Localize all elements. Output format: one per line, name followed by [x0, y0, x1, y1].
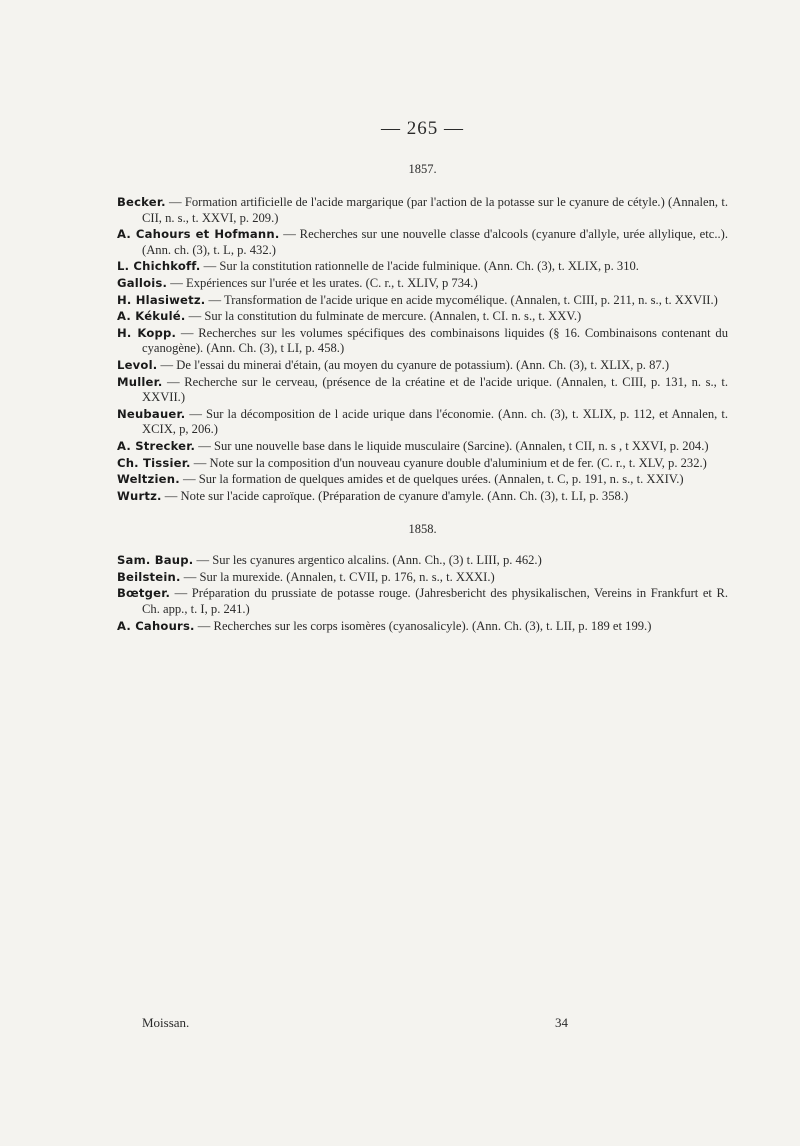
entry-author: Ch. Tissier.: [117, 455, 191, 470]
entry-text: — Sur la décomposition de l acide urique dans l'économie. (Ann. ch. (3), t. XLIX, p. 112, et Annalen, t. XCIX, p, 206.): [142, 406, 728, 437]
entry-author: A. Cahours et Hofmann.: [117, 227, 280, 242]
entry-text: — Expériences sur l'urée et les urates. (C. r., t. XLIV, p 734.): [167, 275, 478, 290]
bibliography-entry: [117, 293, 728, 309]
entry-text: — Sur une nouvelle base dans le liquide musculaire (Sarcine). (Annalen, t CII, n. s , t XXVI, p. 204.): [195, 438, 709, 453]
bibliography-entry: [117, 456, 728, 472]
entry-text: — Recherches sur les volumes spécifiques des combinaisons liquides (§ 16. Combinaisons contenant du cyanogène). (Ann. Ch. (3), t LI, p. 458.): [142, 325, 728, 356]
year-heading: 1858.: [408, 522, 437, 537]
entry-author: H. Hlasiwetz.: [117, 292, 206, 307]
footer-sheet-number: 34: [555, 1015, 568, 1030]
year-heading: 1857.: [408, 162, 437, 176]
bibliography-entry: [117, 570, 728, 586]
entry-text: — Note sur la composition d'un nouveau cyanure double d'aluminium et de fer. (C. r., t. XLV, p. 232.): [190, 455, 707, 470]
entry-author: Sam. Baup.: [117, 553, 194, 568]
entry-text: — Sur la constitution du fulminate de mercure. (Annalen, t. CI. n. s., t. XXV.): [185, 309, 582, 324]
entry-author: Gallois.: [117, 275, 168, 290]
entry-text: — Sur la constitution rationnelle de l'acide fulminique. (Ann. Ch. (3), t. XLIX, p. 310.: [200, 259, 639, 274]
entry-author: Levol.: [117, 357, 158, 372]
entry-author: Bœtger.: [117, 586, 171, 601]
bibliography-entry: [117, 227, 728, 258]
bibliography: [117, 162, 728, 634]
entry-text: — Formation artificielle de l'acide margarique (par l'action de la potasse sur le cyanure de cétyle.) (Annalen, t. CII, n. s., t. XXVI, p. 209.): [142, 195, 728, 225]
bibliography-entry: [117, 439, 728, 455]
entry-author: Muller.: [117, 374, 163, 389]
entry-author: Beilstein.: [117, 569, 181, 584]
entry-author: Becker.: [117, 195, 166, 209]
entry-author: Neubauer.: [117, 406, 186, 421]
entry-text: — De l'essai du minerai d'étain, (au moyen du cyanure de potassium). (Ann. Ch. (3), t. XLIX, p. 87.): [157, 357, 670, 372]
entry-text: — Recherche sur le cerveau, (présence de la créatine et de l'acide urique. (Annalen, t. CIII, p. 131, n. s., t. XXVII.): [142, 374, 728, 405]
entry-author: L. Chichkoff.: [117, 259, 201, 274]
entry-text: — Sur la murexide. (Annalen, t. CVII, p. 176, n. s., t. XXXI.): [180, 569, 495, 584]
entry-author: A. Strecker.: [117, 438, 196, 453]
bibliography-entry: [117, 259, 728, 275]
bibliography-entry: [117, 553, 728, 569]
page-footer: [142, 1015, 568, 1031]
bibliography-entry: [117, 326, 728, 357]
entry-text: — Sur les cyanures argentico alcalins. (Ann. Ch., (3) t. LIII, p. 462.): [193, 553, 542, 568]
entry-text: — Recherches sur les corps isomères (cyanosalicyle). (Ann. Ch. (3), t. LII, p. 189 et 199.): [194, 618, 652, 633]
entry-author: Weltzien.: [117, 472, 180, 487]
bibliography-entry: [117, 195, 728, 226]
entry-text: — Recherches sur une nouvelle classe d'alcools (cyanure d'allyle, urée allylique, etc..). (Ann. ch. (3), t. L, p. 432.): [142, 227, 728, 257]
bibliography-entry: [117, 586, 728, 617]
entry-text: — Note sur l'acide caproïque. (Préparation de cyanure d'amyle. (Ann. Ch. (3), t. LI, p. 358.): [161, 488, 629, 503]
entry-text: — Préparation du prussiate de potasse rouge. (Jahresbericht des physikalischen, Vereins in Frankfurt et R. Ch. app., t. I, p. 241.): [142, 586, 728, 617]
entry-author: A. Kékulé.: [117, 309, 186, 324]
entry-author: Wurtz.: [117, 488, 162, 503]
footer-author-signature: Moissan.: [142, 1015, 190, 1030]
bibliography-entry: [117, 375, 728, 406]
bibliography-entry: [117, 619, 728, 635]
bibliography-entry: [117, 276, 728, 292]
entry-text: — Transformation de l'acide urique en acide mycomélique. (Annalen, t. CIII, p. 211, n. s., t. XXVII.): [205, 292, 718, 307]
page-number: — 265 —: [381, 118, 464, 139]
entry-text: — Sur la formation de quelques amides et de quelques urées. (Annalen, t. C, p. 191, n. s., t. XXIV.): [179, 472, 684, 487]
entry-author: H. Kopp.: [117, 325, 177, 340]
bibliography-entry: [117, 489, 728, 505]
bibliography-entry: [117, 472, 728, 488]
entry-author: A. Cahours.: [117, 618, 195, 633]
bibliography-entry: [117, 309, 728, 325]
bibliography-entry: [117, 407, 728, 438]
bibliography-entry: [117, 358, 728, 374]
